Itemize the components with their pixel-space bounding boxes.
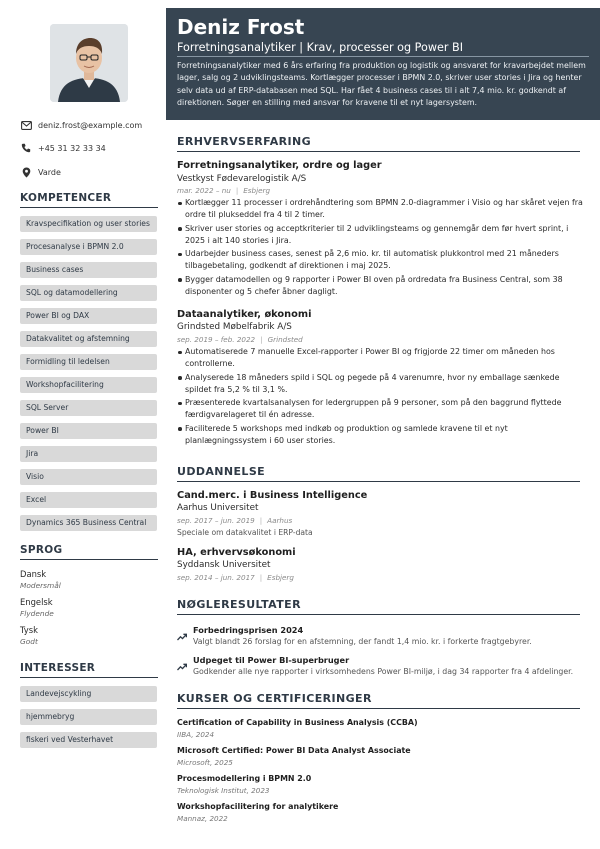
degree-title: Cand.merc. i Business Intelligence (177, 490, 368, 501)
language-name: Tysk (20, 625, 38, 635)
person-headline: Forretningsanalytiker | Krav, processer og Power BI (177, 41, 464, 54)
skill-tag: SQL Server (20, 400, 157, 416)
job-title: Forretningsanalytiker, ordre og lager (177, 160, 382, 171)
skill-tag: Power BI og DAX (20, 308, 157, 324)
course-meta: Teknologisk Institut, 2023 (177, 786, 270, 795)
interests-heading: INTERESSER (20, 662, 158, 678)
education-meta: sep. 2014 – jun. 2017 | Esbjerg (177, 573, 294, 582)
education-place: Esbjerg (267, 573, 294, 582)
result-description: Valgt blandt 26 forslag for en afstemning, der fandt 1,4 mio. kr. i forkerte fragtgebyrer. (193, 637, 532, 646)
job-employer: Grindsted Møbelfabrik A/S (177, 322, 292, 332)
job-bullets (177, 346, 583, 448)
education-dates: sep. 2014 – jun. 2017 (177, 573, 255, 582)
language-level: Flydende (20, 609, 54, 618)
results-heading: NØGLERESULTATER (177, 598, 580, 615)
job-bullet: Bygger datamodellen og 9 rapporter i Power BI oven på ordredata fra Business Central, som 38 disponenter og 5 chefer åbner dagligt. (177, 274, 583, 299)
contact-phone[interactable] (20, 142, 165, 154)
profile-summary: Forretningsanalytiker med 6 års erfaring fra produktion og logistik og ansvaret for kravarbejdet mellem lager, salg og 2 udviklingsteams. Kortlægger processer i BPMN 2.0, skriver user stories i Jira og henter selv data ud af ERP-databasen med SQL. Har fået 4 business cases til i alt 7,4 mio. kr. godkendt af direktionen. Søger en stilling med ansvar for kravene til et nyt lagersystem. (177, 61, 586, 108)
job-bullet: Faciliterede 5 workshops med indkøb og produktion og samlede kravene til et nyt planlægningssystem i 60 user stories. (177, 423, 583, 448)
school-name: Aarhus Universitet (177, 503, 259, 513)
course-meta: Mannaz, 2022 (177, 814, 228, 823)
job-bullet: Skriver user stories og acceptkriterier til 2 udviklingsteams og gennemgår dem før hvert sprint, i 2025 i alt 140 stories i Jira. (177, 223, 583, 248)
profile-header (166, 8, 600, 120)
language-level: Godt (20, 637, 38, 646)
job-meta: mar. 2022 – nu | Esbjerg (177, 186, 271, 195)
course-meta: Microsoft, 2025 (177, 758, 233, 767)
course-name: Certification of Capability in Business Analysis (CCBA) (177, 718, 418, 727)
job-employer: Vestkyst Fødevarelogistik A/S (177, 174, 307, 184)
skill-tag: Procesanalyse i BPMN 2.0 (20, 239, 157, 255)
contact-email[interactable] (20, 119, 165, 131)
job-bullet: Analyserede 18 måneders spild i SQL og pegede på 4 varenumre, hvor ny emballage sænkede spildet fra 5,2 % til 3,1 %. (177, 372, 583, 397)
skills-heading: KOMPETENCER (20, 192, 158, 208)
skill-tag: Formidling til ledelsen (20, 354, 157, 370)
education-place: Aarhus (267, 516, 293, 525)
result-description: Godkender alle nye rapporter i virksomhedens Power BI-miljø, i dag 34 rapporter fra 4 afdelinger. (193, 667, 574, 676)
sidebar (0, 0, 166, 849)
languages-heading: SPROG (20, 544, 158, 560)
profile-photo (50, 24, 128, 102)
skill-tag: SQL og datamodellering (20, 285, 157, 301)
result-title: Forbedringsprisen 2024 (193, 625, 304, 635)
header-divider (177, 56, 589, 57)
skill-tag: Power BI (20, 423, 157, 439)
language-name: Dansk (20, 569, 47, 579)
skill-tag: Business cases (20, 262, 157, 278)
interest-tag: hjemmebryg (20, 709, 157, 725)
skill-tag: Workshopfacilitering (20, 377, 157, 393)
experience-heading: ERHVERVSERFARING (177, 135, 580, 152)
interest-tag: Landevejscykling (20, 686, 157, 702)
result-title: Udpeget til Power BI-superbruger (193, 655, 350, 665)
skill-tag: Visio (20, 469, 157, 485)
job-meta: sep. 2019 – feb. 2022 | Grindsted (177, 335, 303, 344)
email-text: deniz.frost@example.com (38, 120, 143, 130)
job-place: Grindsted (267, 335, 303, 344)
job-dates: sep. 2019 – feb. 2022 (177, 335, 256, 344)
person-name: Deniz Frost (177, 15, 305, 39)
location-text: Varde (38, 167, 61, 177)
courses-heading: KURSER OG CERTIFICERINGER (177, 692, 580, 709)
job-bullet: Kortlægger 11 processer i ordrehåndtering som BPMN 2.0-diagrammer i Visio og har skåret vejen fra ordre til plukseddel fra 4 til 2 timer. (177, 197, 583, 222)
skill-tag: Kravspecifikation og user stories (20, 216, 157, 232)
course-name: Microsoft Certified: Power BI Data Analyst Associate (177, 746, 411, 755)
map-pin-icon (20, 166, 32, 178)
skill-tag: Jira (20, 446, 157, 462)
envelope-icon (20, 119, 32, 131)
trend-up-icon (177, 656, 187, 664)
job-dates: mar. 2022 – nu (177, 186, 231, 195)
job-bullet: Udarbejder business cases, senest på 2,6 mio. kr. til automatisk plukkontrol med 21 måneders tilbagebetaling, godkendt af direktionen i maj 2025. (177, 248, 583, 273)
education-dates: sep. 2017 – jun. 2019 (177, 516, 255, 525)
school-name: Syddansk Universitet (177, 560, 271, 570)
language-name: Engelsk (20, 597, 53, 607)
skill-tag: Datakvalitet og afstemning (20, 331, 157, 347)
education-heading: UDDANNELSE (177, 465, 580, 482)
course-name: Procesmodellering i BPMN 2.0 (177, 774, 312, 783)
language-level: Modersmål (20, 581, 61, 590)
job-place: Esbjerg (243, 186, 271, 195)
course-name: Workshopfacilitering for analytikere (177, 802, 339, 811)
education-meta: sep. 2017 – jun. 2019 | Aarhus (177, 516, 293, 525)
course-meta: IIBA, 2024 (177, 730, 215, 739)
phone-icon (20, 142, 32, 154)
education-note: Speciale om datakvalitet i ERP-data (177, 528, 313, 537)
job-bullets (177, 197, 583, 299)
job-bullet: Præsenterede kvartalsanalysen for ledergruppen på 9 personer, som på den baggrund flyttede færdigvarelageret til én adresse. (177, 397, 583, 422)
degree-title: HA, erhvervsøkonomi (177, 547, 296, 558)
interest-tag: fiskeri ved Vesterhavet (20, 732, 157, 748)
job-bullet: Automatiserede 7 manuelle Excel-rapporter i Power BI og frigjorde 22 timer om måneden hos controllerne. (177, 346, 583, 371)
contact-location (20, 166, 165, 178)
trend-up-icon (177, 626, 187, 634)
skill-tag: Excel (20, 492, 157, 508)
job-title: Dataanalytiker, økonomi (177, 309, 312, 320)
skill-tag: Dynamics 365 Business Central (20, 515, 157, 531)
phone-text: +45 31 32 33 34 (38, 143, 106, 153)
